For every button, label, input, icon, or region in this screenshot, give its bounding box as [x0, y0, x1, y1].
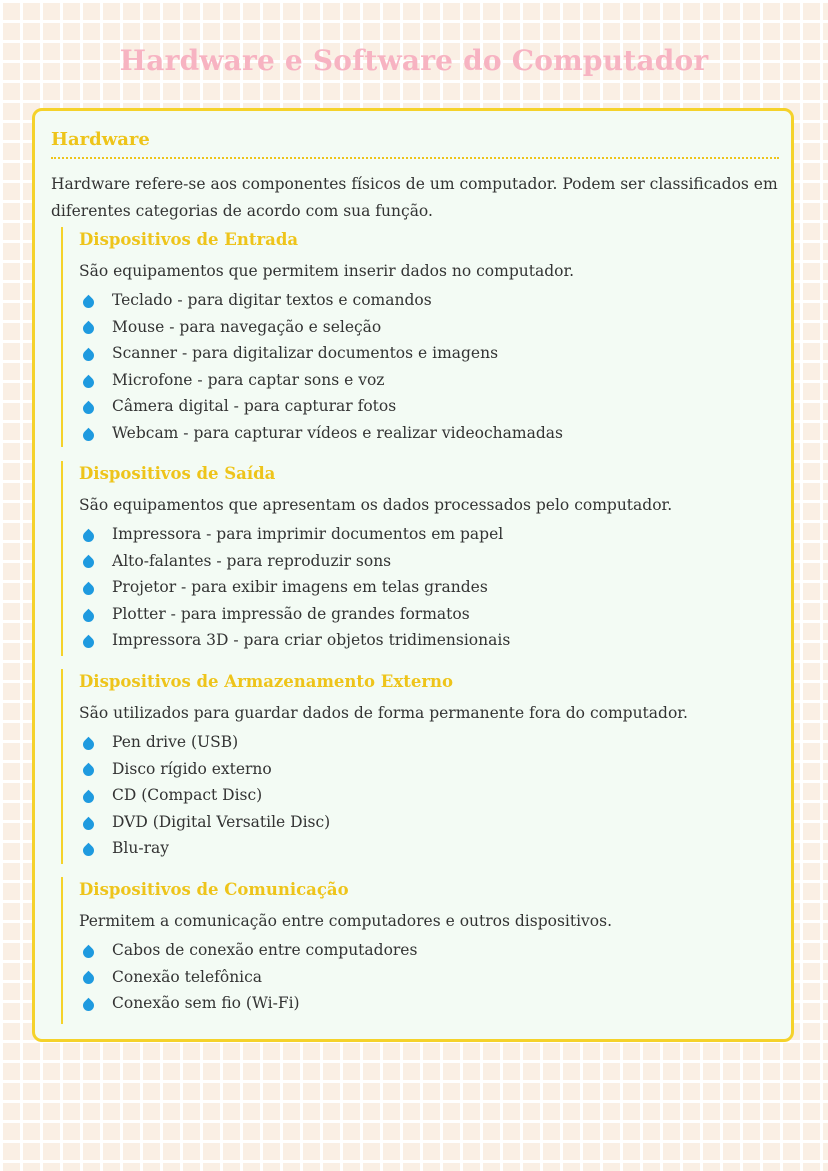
list-item-label: Blu-ray [112, 839, 169, 858]
section-divider [51, 157, 779, 159]
water-drop-icon [81, 635, 97, 651]
list-item-label: Alto-falantes - para reproduzir sons [112, 551, 392, 570]
water-drop-icon [81, 843, 97, 859]
water-drop-icon [81, 608, 97, 624]
list-item-label: Mouse - para navegação e seleção [112, 317, 382, 336]
list-item [79, 548, 761, 575]
water-drop-icon [81, 971, 97, 987]
water-drop-icon [81, 945, 97, 961]
subsection-communication-devices [61, 877, 761, 1024]
list-item-label: Plotter - para impressão de grandes formatos [112, 604, 470, 623]
water-drop-icon [81, 555, 97, 571]
subsection-heading: Dispositivos de Saída [79, 464, 276, 483]
list-item-label: Scanner - para digitalizar documentos e imagens [112, 344, 499, 363]
water-drop-icon [81, 348, 97, 364]
water-drop-icon [81, 816, 97, 832]
hardware-card [32, 108, 794, 1042]
list-item [79, 964, 761, 991]
list-item-label: Pen drive (USB) [112, 733, 239, 751]
subsection-description: São equipamentos que apresentam os dados processados pelo computador. [79, 496, 673, 514]
list-item-label: Conexão telefônica [112, 967, 263, 986]
list-item [79, 756, 761, 783]
list-item-label: Disco rígido externo [112, 759, 272, 778]
list-item [79, 521, 761, 548]
list-item-label: Microfone - para captar sons e voz [112, 370, 385, 389]
list-item [79, 782, 761, 809]
list-item [79, 729, 761, 756]
list-item [79, 990, 761, 1017]
list-item [79, 601, 761, 628]
subsection-heading: Dispositivos de Comunicação [79, 880, 349, 899]
device-list [79, 729, 761, 862]
list-item-label: Impressora - para imprimir documentos em papel [112, 525, 504, 543]
list-item [79, 393, 761, 420]
water-drop-icon [81, 582, 97, 598]
section-intro: Hardware refere-se aos componentes físicos de um computador. Podem ser classificados em diferentes categorias de acordo com sua função. [51, 175, 778, 220]
device-list [79, 521, 761, 654]
water-drop-icon [81, 737, 97, 753]
list-item [79, 937, 761, 964]
list-item [79, 314, 761, 341]
list-item [79, 340, 761, 367]
list-item [79, 627, 761, 654]
water-drop-icon [81, 321, 97, 337]
water-drop-icon [81, 529, 97, 545]
list-item [79, 420, 761, 447]
section-heading: Hardware [51, 129, 150, 150]
subsection-storage-devices [61, 669, 761, 864]
water-drop-icon [81, 790, 97, 806]
water-drop-icon [81, 427, 97, 443]
list-item-label: Conexão sem fio (Wi-Fi) [112, 994, 300, 1013]
list-item-label: Impressora 3D - para criar objetos tridimensionais [112, 631, 511, 650]
subsection-output-devices [61, 461, 761, 656]
subsection-input-devices [61, 227, 761, 447]
subsection-heading: Dispositivos de Entrada [79, 230, 299, 249]
list-item-label: DVD (Digital Versatile Disc) [112, 812, 331, 831]
list-item-label: Projetor - para exibir imagens em telas grandes [112, 578, 488, 597]
list-item [79, 574, 761, 601]
list-item-label: Webcam - para capturar vídeos e realizar videochamadas [112, 423, 563, 442]
page-title: Hardware e Software do Computador [119, 44, 709, 77]
water-drop-icon [81, 763, 97, 779]
subsection-heading: Dispositivos de Armazenamento Externo [79, 672, 454, 691]
list-item-label: Teclado - para digitar textos e comandos [112, 291, 432, 309]
list-item [79, 367, 761, 394]
water-drop-icon [81, 295, 97, 311]
list-item [79, 809, 761, 836]
list-item-label: CD (Compact Disc) [112, 786, 263, 805]
device-list [79, 287, 761, 447]
list-item [79, 835, 761, 862]
subsection-description: Permitem a comunicação entre computadores e outros dispositivos. [79, 912, 613, 930]
subsection-description: São utilizados para guardar dados de forma permanente fora do computador. [79, 704, 688, 722]
list-item-label: Câmera digital - para capturar fotos [112, 397, 397, 416]
water-drop-icon [81, 998, 97, 1014]
list-item-label: Cabos de conexão entre computadores [112, 941, 418, 959]
device-list [79, 937, 761, 1017]
water-drop-icon [81, 401, 97, 417]
water-drop-icon [81, 374, 97, 390]
subsection-description: São equipamentos que permitem inserir dados no computador. [79, 262, 575, 280]
list-item [79, 287, 761, 314]
